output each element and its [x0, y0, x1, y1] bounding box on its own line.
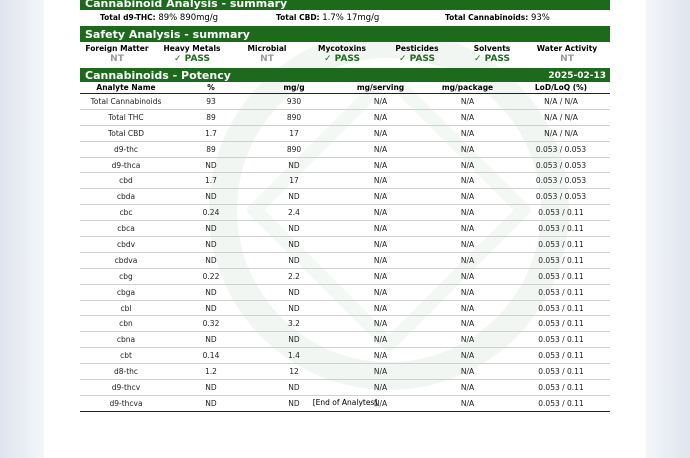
- mg-per-serving-cell: N/A: [338, 300, 423, 316]
- mg-per-package-cell: N/A: [423, 268, 512, 284]
- lod-loq-cell: 0.053 / 0.053: [512, 173, 610, 189]
- total-label: Total Cannabinoids:: [445, 13, 529, 22]
- col-mg-per-serving: mg/serving: [338, 82, 423, 94]
- percent-cell: ND: [172, 189, 250, 205]
- mg-per-serving-cell: N/A: [338, 157, 423, 173]
- potency-header: [80, 69, 610, 82]
- safety-label: Mycotoxins: [318, 44, 366, 53]
- safety-status: NT: [560, 54, 574, 64]
- mg-per-package-cell: N/A: [423, 173, 512, 189]
- mg-per-serving-cell: N/A: [338, 205, 423, 221]
- safety-status: ✓ PASS: [474, 54, 510, 64]
- mg-per-serving-cell: N/A: [338, 332, 423, 348]
- mg-per-package-cell: N/A: [423, 395, 512, 411]
- safety-label: Foreign Matter: [85, 44, 149, 53]
- mg-per-package-cell: N/A: [423, 348, 512, 364]
- analyte-name-cell: d9-thca: [80, 157, 172, 173]
- mg-per-g-cell: ND: [250, 221, 338, 237]
- safety-foreign-matter: [77, 44, 157, 64]
- total-value: 93%: [530, 13, 550, 23]
- mg-per-g-cell: ND: [250, 395, 338, 411]
- safety-label: Microbial: [247, 44, 287, 53]
- safety-summary-title: Safety Analysis - summary: [85, 28, 250, 41]
- cbd-summary: [276, 13, 379, 23]
- table-row: [80, 173, 610, 189]
- thc-summary: [100, 13, 218, 23]
- mg-per-package-cell: N/A: [423, 316, 512, 332]
- table-row: [80, 268, 610, 284]
- mg-per-package-cell: N/A: [423, 157, 512, 173]
- lod-loq-cell: 0.053 / 0.053: [512, 157, 610, 173]
- mg-per-serving-cell: N/A: [338, 94, 423, 110]
- mg-per-g-cell: 2.2: [250, 268, 338, 284]
- lod-loq-cell: 0.053 / 0.11: [512, 252, 610, 268]
- safety-status: ✓ PASS: [174, 54, 210, 64]
- table-row: [80, 364, 610, 380]
- mg-per-serving-cell: N/A: [338, 364, 423, 380]
- lod-loq-cell: 0.053 / 0.11: [512, 348, 610, 364]
- col-lod-loq: LoD/LoQ (%): [512, 82, 610, 94]
- cannabinoid-summary-header: [80, 0, 610, 10]
- percent-cell: ND: [172, 380, 250, 396]
- percent-cell: ND: [172, 300, 250, 316]
- potency-rows: [80, 94, 610, 412]
- mg-per-serving-cell: N/A: [338, 380, 423, 396]
- total-cannabinoids-summary: [445, 13, 550, 23]
- percent-cell: 89: [172, 141, 250, 157]
- percent-cell: 89: [172, 109, 250, 125]
- mg-per-serving-cell: N/A: [338, 221, 423, 237]
- table-row: [80, 109, 610, 125]
- col-mg-per-package: mg/package: [423, 82, 512, 94]
- mg-per-serving-cell: N/A: [338, 125, 423, 141]
- lod-loq-cell: 0.053 / 0.053: [512, 189, 610, 205]
- mg-per-serving-cell: N/A: [338, 268, 423, 284]
- analyte-name-cell: d9-thcva: [80, 395, 172, 411]
- lod-loq-cell: 0.053 / 0.11: [512, 284, 610, 300]
- coa-document: [44, 0, 646, 458]
- analyte-name-cell: d9-thc: [80, 141, 172, 157]
- mg-per-serving-cell: N/A: [338, 109, 423, 125]
- safety-label: Heavy Metals: [163, 44, 221, 53]
- mg-per-package-cell: N/A: [423, 380, 512, 396]
- mg-per-g-cell: 12: [250, 364, 338, 380]
- safety-status: NT: [260, 54, 274, 64]
- cannabinoid-summary-title: Cannabinoid Analysis - summary: [85, 0, 288, 10]
- table-row: [80, 300, 610, 316]
- lod-loq-cell: 0.053 / 0.11: [512, 221, 610, 237]
- lod-loq-cell: 0.053 / 0.11: [512, 380, 610, 396]
- percent-cell: 1.7: [172, 173, 250, 189]
- col-analyte-name: Analyte Name: [80, 82, 172, 94]
- percent-cell: ND: [172, 157, 250, 173]
- potency-header-row: [80, 82, 610, 94]
- mg-per-serving-cell: N/A: [338, 348, 423, 364]
- table-row: [80, 94, 610, 110]
- mg-per-package-cell: N/A: [423, 221, 512, 237]
- mg-per-g-cell: 890: [250, 141, 338, 157]
- safety-solvents: [452, 44, 532, 64]
- analyte-name-cell: cbl: [80, 300, 172, 316]
- table-row: [80, 189, 610, 205]
- mg-per-package-cell: N/A: [423, 332, 512, 348]
- safety-status: ✓ PASS: [399, 54, 435, 64]
- mg-per-g-cell: ND: [250, 237, 338, 253]
- mg-per-g-cell: ND: [250, 380, 338, 396]
- mg-per-serving-cell: N/A: [338, 237, 423, 253]
- mg-per-g-cell: 2.4: [250, 205, 338, 221]
- analyte-name-cell: cbg: [80, 268, 172, 284]
- thc-label: Total d9-THC:: [100, 13, 156, 22]
- table-row: [80, 205, 610, 221]
- mg-per-serving-cell: N/A: [338, 316, 423, 332]
- analyte-name-cell: Total Cannabinoids: [80, 94, 172, 110]
- table-row: [80, 316, 610, 332]
- analyte-name-cell: cbdv: [80, 237, 172, 253]
- analyte-name-cell: cbda: [80, 189, 172, 205]
- thc-value: 89% 890mg/g: [158, 13, 219, 23]
- safety-pesticides: [377, 44, 457, 64]
- table-row: [80, 380, 610, 396]
- mg-per-g-cell: ND: [250, 189, 338, 205]
- percent-cell: ND: [172, 237, 250, 253]
- potency-title: Cannabinoids - Potency: [85, 69, 231, 82]
- mg-per-package-cell: N/A: [423, 300, 512, 316]
- potency-date: 2025-02-13: [548, 71, 606, 81]
- mg-per-package-cell: N/A: [423, 189, 512, 205]
- percent-cell: ND: [172, 332, 250, 348]
- analyte-name-cell: d9-thcv: [80, 380, 172, 396]
- mg-per-package-cell: N/A: [423, 205, 512, 221]
- mg-per-g-cell: ND: [250, 332, 338, 348]
- safety-microbial: [227, 44, 307, 64]
- mg-per-g-cell: 17: [250, 173, 338, 189]
- mg-per-package-cell: N/A: [423, 94, 512, 110]
- lod-loq-cell: 0.053 / 0.11: [512, 395, 610, 411]
- percent-cell: 0.14: [172, 348, 250, 364]
- percent-cell: 1.2: [172, 364, 250, 380]
- mg-per-serving-cell: N/A: [338, 173, 423, 189]
- lod-loq-cell: 0.053 / 0.11: [512, 237, 610, 253]
- lod-loq-cell: N/A / N/A: [512, 125, 610, 141]
- safety-status: NT: [110, 54, 124, 64]
- lod-loq-cell: 0.053 / 0.053: [512, 141, 610, 157]
- analyte-name-cell: cbc: [80, 205, 172, 221]
- safety-label: Solvents: [473, 44, 511, 53]
- mg-per-g-cell: 1.4: [250, 348, 338, 364]
- lod-loq-cell: N/A / N/A: [512, 94, 610, 110]
- mg-per-package-cell: N/A: [423, 252, 512, 268]
- analyte-name-cell: cbga: [80, 284, 172, 300]
- table-row: [80, 348, 610, 364]
- table-row: [80, 125, 610, 141]
- mg-per-g-cell: 930: [250, 94, 338, 110]
- table-row: [80, 284, 610, 300]
- table-row: [80, 221, 610, 237]
- col-percent: %: [172, 82, 250, 94]
- mg-per-g-cell: ND: [250, 252, 338, 268]
- cbd-label: Total CBD:: [276, 13, 320, 22]
- mg-per-package-cell: N/A: [423, 109, 512, 125]
- mg-per-g-cell: ND: [250, 300, 338, 316]
- analyte-name-cell: d8-thc: [80, 364, 172, 380]
- table-row: [80, 141, 610, 157]
- safety-summary-row: [80, 44, 610, 70]
- safety-mycotoxins: [302, 44, 382, 64]
- analyte-name-cell: cbca: [80, 221, 172, 237]
- lod-loq-cell: 0.053 / 0.11: [512, 300, 610, 316]
- mg-per-package-cell: N/A: [423, 284, 512, 300]
- mg-per-serving-cell: N/A: [338, 189, 423, 205]
- analyte-name-cell: Total CBD: [80, 125, 172, 141]
- safety-status: ✓ PASS: [324, 54, 360, 64]
- mg-per-package-cell: N/A: [423, 237, 512, 253]
- lod-loq-cell: 0.053 / 0.11: [512, 316, 610, 332]
- percent-cell: ND: [172, 252, 250, 268]
- analyte-name-cell: cbna: [80, 332, 172, 348]
- mg-per-g-cell: 17: [250, 125, 338, 141]
- analyte-name-cell: cbd: [80, 173, 172, 189]
- percent-cell: 93: [172, 94, 250, 110]
- percent-cell: 0.32: [172, 316, 250, 332]
- table-row: [80, 237, 610, 253]
- analyte-name-cell: cbn: [80, 316, 172, 332]
- table-row: [80, 252, 610, 268]
- mg-per-serving-cell: N/A: [338, 395, 423, 411]
- lod-loq-cell: 0.053 / 0.11: [512, 364, 610, 380]
- lod-loq-cell: 0.053 / 0.11: [512, 205, 610, 221]
- analyte-name-cell: Total THC: [80, 109, 172, 125]
- safety-water-activity: [527, 44, 607, 64]
- safety-label: Pesticides: [395, 44, 439, 53]
- col-mg-per-g: mg/g: [250, 82, 338, 94]
- percent-cell: ND: [172, 221, 250, 237]
- safety-summary-header: [80, 28, 610, 42]
- percent-cell: 1.7: [172, 125, 250, 141]
- mg-per-g-cell: ND: [250, 157, 338, 173]
- table-row: [80, 157, 610, 173]
- mg-per-package-cell: N/A: [423, 125, 512, 141]
- potency-table: [80, 82, 610, 412]
- table-row: [80, 332, 610, 348]
- mg-per-g-cell: 890: [250, 109, 338, 125]
- mg-per-serving-cell: N/A: [338, 252, 423, 268]
- percent-cell: 0.22: [172, 268, 250, 284]
- end-of-analytes: [End of Analytes]: [312, 398, 378, 407]
- mg-per-package-cell: N/A: [423, 364, 512, 380]
- percent-cell: 0.24: [172, 205, 250, 221]
- mg-per-g-cell: 3.2: [250, 316, 338, 332]
- safety-heavy-metals: [152, 44, 232, 64]
- mg-per-serving-cell: N/A: [338, 284, 423, 300]
- mg-per-package-cell: N/A: [423, 141, 512, 157]
- page-left-margin: [0, 0, 44, 458]
- cannabinoid-summary-row: [80, 10, 610, 28]
- lod-loq-cell: N/A / N/A: [512, 109, 610, 125]
- analyte-name-cell: cbdva: [80, 252, 172, 268]
- analyte-name-cell: cbt: [80, 348, 172, 364]
- lod-loq-cell: 0.053 / 0.11: [512, 332, 610, 348]
- mg-per-g-cell: ND: [250, 284, 338, 300]
- safety-label: Water Activity: [536, 44, 598, 53]
- percent-cell: ND: [172, 395, 250, 411]
- cbd-value: 1.7% 17mg/g: [322, 13, 380, 23]
- mg-per-serving-cell: N/A: [338, 141, 423, 157]
- percent-cell: ND: [172, 284, 250, 300]
- lod-loq-cell: 0.053 / 0.11: [512, 268, 610, 284]
- page-right-margin: [646, 0, 690, 458]
